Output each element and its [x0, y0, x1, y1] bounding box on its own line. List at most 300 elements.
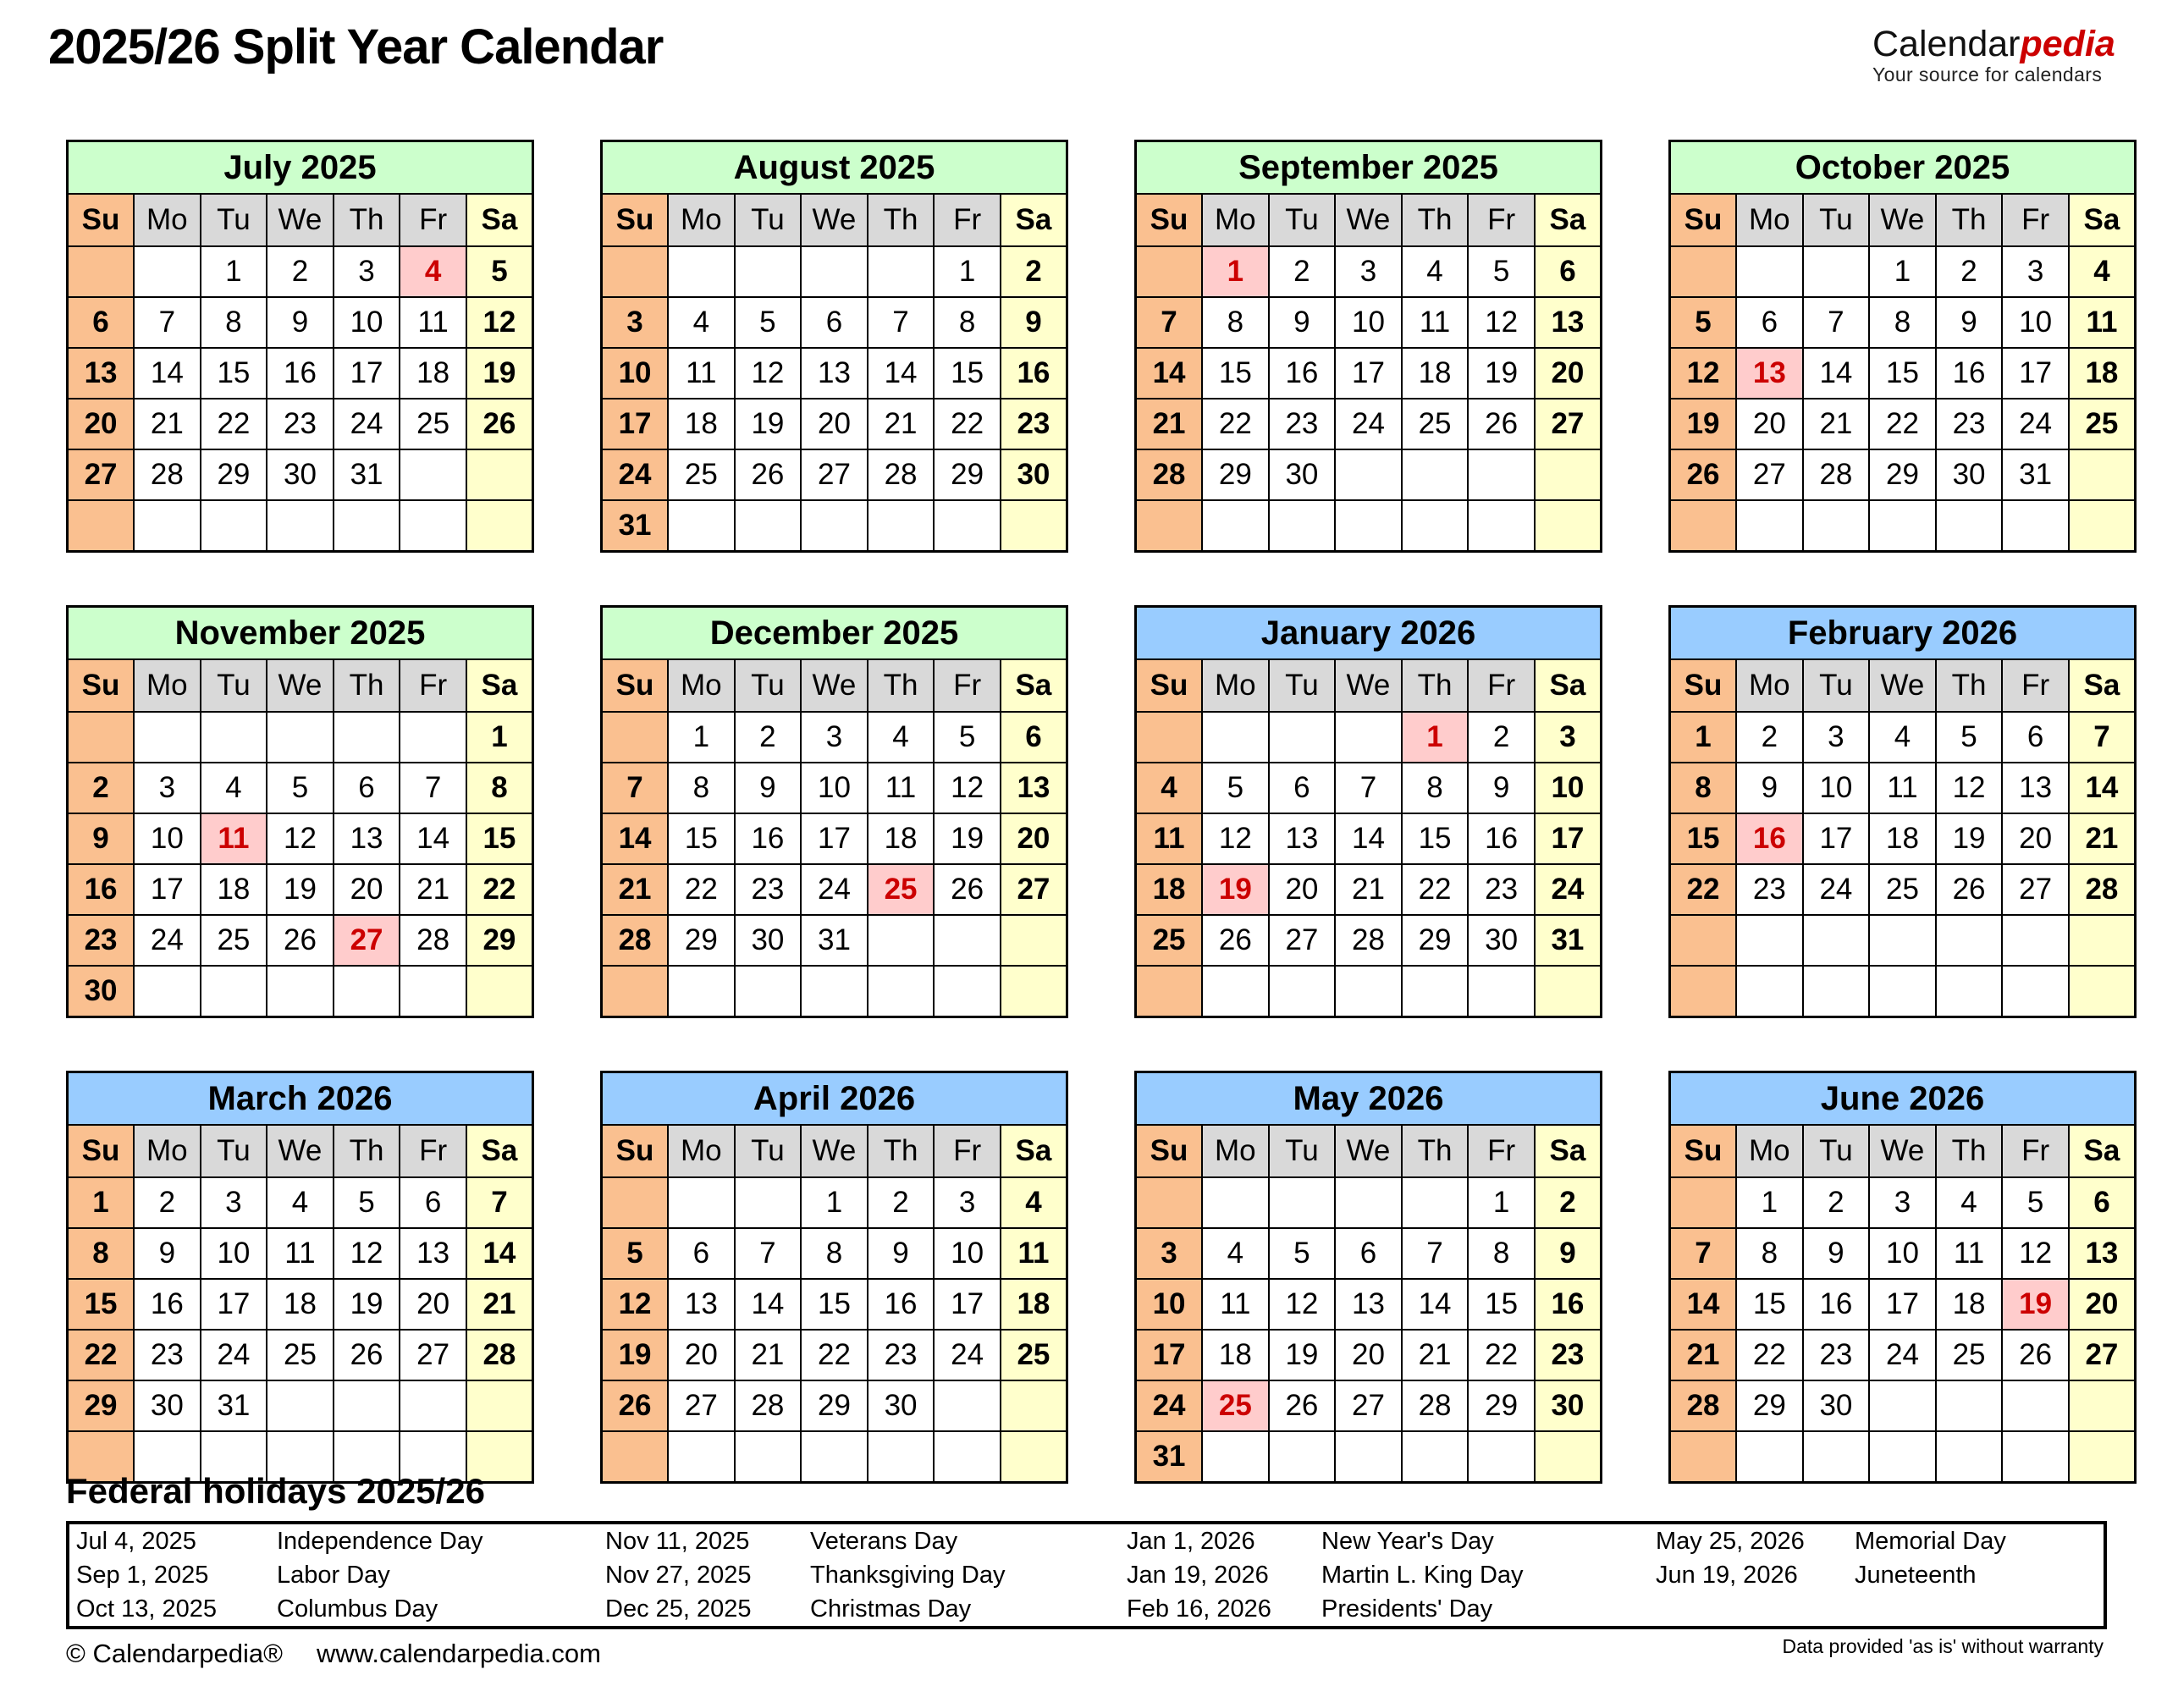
day-cell-may-2026-20: 20	[1335, 1330, 1402, 1380]
empty-day-cell	[1269, 966, 1336, 1017]
weekday-label-sa: Sa	[466, 659, 533, 712]
day-cell-february-2026-11: 11	[1869, 763, 1936, 813]
week-row	[1136, 348, 1602, 399]
day-cell-october-2025-19: 19	[1670, 399, 1737, 449]
day-cell-february-2026-26: 26	[1936, 864, 2003, 915]
month-calendar-february-2026	[1668, 605, 2137, 1018]
day-cell-october-2025-5: 5	[1670, 297, 1737, 348]
week-row	[1670, 813, 2136, 864]
day-cell-april-2026-8: 8	[801, 1228, 868, 1279]
day-cell-august-2025-17: 17	[602, 399, 669, 449]
day-cell-september-2025-6: 6	[1535, 246, 1602, 297]
day-cell-march-2026-6: 6	[400, 1177, 466, 1228]
day-cell-november-2025-20: 20	[334, 864, 400, 915]
day-cell-january-2026-18: 18	[1136, 864, 1203, 915]
empty-day-cell	[334, 500, 400, 552]
weekday-row	[602, 1125, 1067, 1177]
day-cell-july-2025-1: 1	[201, 246, 267, 297]
weekday-label-fr: Fr	[934, 1125, 1001, 1177]
month-title-may-2026: May 2026	[1136, 1072, 1602, 1126]
day-cell-february-2026-21: 21	[2069, 813, 2136, 864]
day-cell-december-2025-13: 13	[1001, 763, 1067, 813]
day-cell-october-2025-25: 25	[2069, 399, 2136, 449]
day-cell-june-2026-20: 20	[2069, 1279, 2136, 1330]
day-cell-february-2026-5: 5	[1936, 712, 2003, 763]
weekday-label-th: Th	[334, 194, 400, 246]
day-cell-february-2026-6: 6	[2002, 712, 2069, 763]
day-cell-september-2025-20: 20	[1535, 348, 1602, 399]
day-cell-june-2026-11: 11	[1936, 1228, 2003, 1279]
month-title-march-2026: March 2026	[68, 1072, 533, 1126]
weekday-label-we: We	[801, 659, 868, 712]
empty-day-cell	[267, 500, 334, 552]
day-cell-july-2025-13: 13	[68, 348, 135, 399]
day-cell-january-2026-31: 31	[1535, 915, 1602, 966]
day-cell-december-2025-10: 10	[801, 763, 868, 813]
empty-day-cell	[1670, 1431, 1737, 1483]
week-row	[1670, 348, 2136, 399]
empty-day-cell	[134, 246, 201, 297]
day-cell-march-2026-27: 27	[400, 1330, 466, 1380]
day-cell-june-2026-16: 16	[1803, 1279, 1870, 1330]
empty-day-cell	[1535, 449, 1602, 500]
day-cell-june-2026-30: 30	[1803, 1380, 1870, 1431]
weekday-label-su: Su	[1670, 659, 1737, 712]
day-cell-october-2025-20: 20	[1736, 399, 1803, 449]
day-cell-march-2026-20: 20	[400, 1279, 466, 1330]
empty-day-cell	[1468, 966, 1535, 1017]
empty-day-cell	[1269, 1431, 1336, 1483]
day-cell-january-2026-7: 7	[1335, 763, 1402, 813]
day-cell-july-2025-19: 19	[466, 348, 533, 399]
empty-day-cell	[2069, 966, 2136, 1017]
day-cell-july-2025-25: 25	[400, 399, 466, 449]
empty-day-cell	[602, 966, 669, 1017]
week-row	[1136, 813, 1602, 864]
month-title-row	[1670, 1072, 2136, 1126]
day-cell-january-2026-16: 16	[1468, 813, 1535, 864]
day-cell-august-2025-11: 11	[668, 348, 735, 399]
day-cell-march-2026-3: 3	[201, 1177, 267, 1228]
empty-day-cell	[1001, 1431, 1067, 1483]
day-cell-january-2026-1: 1	[1402, 712, 1469, 763]
empty-day-cell	[868, 1431, 935, 1483]
day-cell-july-2025-3: 3	[334, 246, 400, 297]
day-cell-august-2025-21: 21	[868, 399, 935, 449]
logo-part-red: pedia	[2020, 24, 2115, 64]
weekday-label-su: Su	[602, 659, 669, 712]
day-cell-october-2025-14: 14	[1803, 348, 1870, 399]
day-cell-february-2026-3: 3	[1803, 712, 1870, 763]
day-cell-november-2025-29: 29	[466, 915, 533, 966]
empty-day-cell	[1736, 966, 1803, 1017]
calendarpedia-logo	[1872, 25, 2115, 85]
day-cell-june-2026-28: 28	[1670, 1380, 1737, 1431]
day-cell-november-2025-8: 8	[466, 763, 533, 813]
day-cell-april-2026-9: 9	[868, 1228, 935, 1279]
day-cell-february-2026-14: 14	[2069, 763, 2136, 813]
weekday-label-mo: Mo	[134, 1125, 201, 1177]
day-cell-november-2025-6: 6	[334, 763, 400, 813]
empty-day-cell	[1335, 449, 1402, 500]
day-cell-november-2025-15: 15	[466, 813, 533, 864]
day-cell-december-2025-2: 2	[735, 712, 802, 763]
month-title-october-2025: October 2025	[1670, 141, 2136, 195]
month-title-september-2025: September 2025	[1136, 141, 1602, 195]
weekday-label-mo: Mo	[1202, 194, 1269, 246]
week-row	[602, 348, 1067, 399]
day-cell-july-2025-30: 30	[267, 449, 334, 500]
empty-day-cell	[466, 966, 533, 1017]
empty-day-cell	[1936, 915, 2003, 966]
weekday-label-fr: Fr	[1468, 194, 1535, 246]
week-row	[1670, 966, 2136, 1017]
empty-day-cell	[466, 449, 533, 500]
day-cell-april-2026-10: 10	[934, 1228, 1001, 1279]
day-cell-april-2026-19: 19	[602, 1330, 669, 1380]
day-cell-january-2026-4: 4	[1136, 763, 1203, 813]
week-row	[1136, 1279, 1602, 1330]
day-cell-march-2026-28: 28	[466, 1330, 533, 1380]
week-row	[602, 449, 1067, 500]
day-cell-september-2025-8: 8	[1202, 297, 1269, 348]
empty-day-cell	[1001, 500, 1067, 552]
empty-day-cell	[1335, 1177, 1402, 1228]
day-cell-december-2025-18: 18	[868, 813, 935, 864]
empty-day-cell	[1869, 1431, 1936, 1483]
day-cell-january-2026-10: 10	[1535, 763, 1602, 813]
day-cell-september-2025-29: 29	[1202, 449, 1269, 500]
week-row	[1670, 1177, 2136, 1228]
day-cell-march-2026-9: 9	[134, 1228, 201, 1279]
weekday-label-mo: Mo	[1736, 194, 1803, 246]
day-cell-march-2026-18: 18	[267, 1279, 334, 1330]
day-cell-may-2026-5: 5	[1269, 1228, 1336, 1279]
day-cell-april-2026-3: 3	[934, 1177, 1001, 1228]
day-cell-may-2026-13: 13	[1335, 1279, 1402, 1330]
weekday-row	[602, 194, 1067, 246]
weekday-label-tu: Tu	[201, 1125, 267, 1177]
empty-day-cell	[668, 246, 735, 297]
month-calendar-december-2025	[600, 605, 1068, 1018]
month-title-row	[1136, 1072, 1602, 1126]
empty-day-cell	[201, 500, 267, 552]
week-row	[68, 966, 533, 1017]
week-row	[68, 1279, 533, 1330]
empty-day-cell	[1535, 966, 1602, 1017]
day-cell-february-2026-7: 7	[2069, 712, 2136, 763]
day-cell-december-2025-1: 1	[668, 712, 735, 763]
day-cell-june-2026-17: 17	[1869, 1279, 1936, 1330]
holiday-date: Sep 1, 2025	[76, 1561, 209, 1589]
day-cell-august-2025-14: 14	[868, 348, 935, 399]
day-cell-july-2025-29: 29	[201, 449, 267, 500]
day-cell-may-2026-11: 11	[1202, 1279, 1269, 1330]
day-cell-february-2026-28: 28	[2069, 864, 2136, 915]
day-cell-october-2025-2: 2	[1936, 246, 2003, 297]
week-row	[68, 763, 533, 813]
day-cell-december-2025-28: 28	[602, 915, 669, 966]
empty-day-cell	[400, 712, 466, 763]
empty-day-cell	[668, 500, 735, 552]
week-row	[68, 1330, 533, 1380]
empty-day-cell	[1001, 1380, 1067, 1431]
empty-day-cell	[2069, 915, 2136, 966]
empty-day-cell	[1803, 915, 1870, 966]
month-calendar-september-2025	[1134, 140, 1602, 553]
week-row	[602, 966, 1067, 1017]
day-cell-november-2025-4: 4	[201, 763, 267, 813]
day-cell-august-2025-15: 15	[934, 348, 1001, 399]
weekday-label-fr: Fr	[400, 194, 466, 246]
empty-day-cell	[400, 966, 466, 1017]
week-row	[1136, 1380, 1602, 1431]
day-cell-july-2025-14: 14	[134, 348, 201, 399]
weekday-label-sa: Sa	[1001, 194, 1067, 246]
weekday-label-fr: Fr	[2002, 659, 2069, 712]
day-cell-september-2025-28: 28	[1136, 449, 1203, 500]
day-cell-november-2025-13: 13	[334, 813, 400, 864]
day-cell-june-2026-29: 29	[1736, 1380, 1803, 1431]
day-cell-june-2026-5: 5	[2002, 1177, 2069, 1228]
week-row	[602, 864, 1067, 915]
week-row	[602, 500, 1067, 552]
day-cell-december-2025-20: 20	[1001, 813, 1067, 864]
day-cell-march-2026-10: 10	[201, 1228, 267, 1279]
month-title-january-2026: January 2026	[1136, 607, 1602, 660]
week-row	[1670, 712, 2136, 763]
week-row	[1670, 1330, 2136, 1380]
day-cell-march-2026-8: 8	[68, 1228, 135, 1279]
empty-day-cell	[68, 246, 135, 297]
holiday-row	[68, 1592, 2105, 1628]
day-cell-july-2025-5: 5	[466, 246, 533, 297]
day-cell-september-2025-19: 19	[1468, 348, 1535, 399]
week-row	[602, 297, 1067, 348]
month-title-row	[1670, 607, 2136, 660]
day-cell-march-2026-22: 22	[68, 1330, 135, 1380]
day-cell-june-2026-2: 2	[1803, 1177, 1870, 1228]
day-cell-july-2025-10: 10	[334, 297, 400, 348]
day-cell-april-2026-28: 28	[735, 1380, 802, 1431]
month-calendar-january-2026	[1134, 605, 1602, 1018]
day-cell-september-2025-10: 10	[1335, 297, 1402, 348]
weekday-label-we: We	[1335, 194, 1402, 246]
empty-day-cell	[1402, 500, 1469, 552]
day-cell-january-2026-24: 24	[1535, 864, 1602, 915]
day-cell-february-2026-4: 4	[1869, 712, 1936, 763]
day-cell-august-2025-13: 13	[801, 348, 868, 399]
holiday-date: May 25, 2026	[1656, 1527, 1805, 1555]
day-cell-february-2026-20: 20	[2002, 813, 2069, 864]
week-row	[602, 1380, 1067, 1431]
weekday-label-fr: Fr	[2002, 1125, 2069, 1177]
weekday-label-su: Su	[1670, 194, 1737, 246]
month-title-june-2026: June 2026	[1670, 1072, 2136, 1126]
day-cell-september-2025-13: 13	[1535, 297, 1602, 348]
day-cell-september-2025-11: 11	[1402, 297, 1469, 348]
day-cell-october-2025-30: 30	[1936, 449, 2003, 500]
day-cell-december-2025-3: 3	[801, 712, 868, 763]
month-title-november-2025: November 2025	[68, 607, 533, 660]
month-title-august-2025: August 2025	[602, 141, 1067, 195]
day-cell-september-2025-15: 15	[1202, 348, 1269, 399]
day-cell-january-2026-25: 25	[1136, 915, 1203, 966]
weekday-label-we: We	[267, 659, 334, 712]
week-row	[1670, 915, 2136, 966]
day-cell-july-2025-28: 28	[134, 449, 201, 500]
weekday-label-su: Su	[68, 1125, 135, 1177]
holiday-date: Jan 1, 2026	[1127, 1527, 1255, 1555]
day-cell-april-2026-23: 23	[868, 1330, 935, 1380]
day-cell-october-2025-12: 12	[1670, 348, 1737, 399]
week-row	[1670, 449, 2136, 500]
day-cell-july-2025-21: 21	[134, 399, 201, 449]
weekday-label-fr: Fr	[2002, 194, 2069, 246]
day-cell-september-2025-27: 27	[1535, 399, 1602, 449]
week-row	[68, 712, 533, 763]
empty-day-cell	[801, 1431, 868, 1483]
day-cell-december-2025-5: 5	[934, 712, 1001, 763]
month-calendar-october-2025	[1668, 140, 2137, 553]
day-cell-october-2025-7: 7	[1803, 297, 1870, 348]
week-row	[1136, 399, 1602, 449]
day-cell-june-2026-4: 4	[1936, 1177, 2003, 1228]
day-cell-september-2025-16: 16	[1269, 348, 1336, 399]
empty-day-cell	[2069, 1431, 2136, 1483]
empty-day-cell	[668, 966, 735, 1017]
day-cell-september-2025-30: 30	[1269, 449, 1336, 500]
weekday-label-fr: Fr	[400, 659, 466, 712]
day-cell-july-2025-4: 4	[400, 246, 466, 297]
day-cell-january-2026-17: 17	[1535, 813, 1602, 864]
empty-day-cell	[1869, 1380, 1936, 1431]
day-cell-december-2025-29: 29	[668, 915, 735, 966]
day-cell-april-2026-18: 18	[1001, 1279, 1067, 1330]
weekday-label-th: Th	[868, 659, 935, 712]
weekday-label-sa: Sa	[1001, 659, 1067, 712]
weekday-label-mo: Mo	[1736, 1125, 1803, 1177]
empty-day-cell	[735, 966, 802, 1017]
empty-day-cell	[934, 966, 1001, 1017]
empty-day-cell	[134, 966, 201, 1017]
week-row	[68, 246, 533, 297]
week-row	[1136, 297, 1602, 348]
weekday-label-mo: Mo	[1736, 659, 1803, 712]
day-cell-march-2026-16: 16	[134, 1279, 201, 1330]
day-cell-january-2026-30: 30	[1468, 915, 1535, 966]
empty-day-cell	[1001, 966, 1067, 1017]
day-cell-december-2025-30: 30	[735, 915, 802, 966]
weekday-row	[1670, 1125, 2136, 1177]
day-cell-april-2026-13: 13	[668, 1279, 735, 1330]
day-cell-may-2026-24: 24	[1136, 1380, 1203, 1431]
day-cell-october-2025-26: 26	[1670, 449, 1737, 500]
week-row	[602, 246, 1067, 297]
empty-day-cell	[602, 1177, 669, 1228]
day-cell-july-2025-27: 27	[68, 449, 135, 500]
empty-day-cell	[934, 915, 1001, 966]
day-cell-february-2026-8: 8	[1670, 763, 1737, 813]
week-row	[602, 1279, 1067, 1330]
day-cell-march-2026-2: 2	[134, 1177, 201, 1228]
week-row	[1670, 399, 2136, 449]
empty-day-cell	[134, 500, 201, 552]
empty-day-cell	[668, 1431, 735, 1483]
empty-day-cell	[1869, 966, 1936, 1017]
empty-day-cell	[868, 966, 935, 1017]
day-cell-february-2026-16: 16	[1736, 813, 1803, 864]
day-cell-may-2026-28: 28	[1402, 1380, 1469, 1431]
day-cell-january-2026-12: 12	[1202, 813, 1269, 864]
week-row	[1670, 1431, 2136, 1483]
week-row	[602, 1177, 1067, 1228]
day-cell-october-2025-10: 10	[2002, 297, 2069, 348]
day-cell-april-2026-12: 12	[602, 1279, 669, 1330]
federal-holidays-table	[66, 1521, 2107, 1629]
day-cell-january-2026-14: 14	[1335, 813, 1402, 864]
day-cell-may-2026-12: 12	[1269, 1279, 1336, 1330]
weekday-label-tu: Tu	[1269, 1125, 1336, 1177]
day-cell-september-2025-21: 21	[1136, 399, 1203, 449]
weekday-row	[1136, 194, 1602, 246]
day-cell-april-2026-1: 1	[801, 1177, 868, 1228]
logo-tagline: Your source for calendars	[1872, 63, 2103, 86]
day-cell-december-2025-8: 8	[668, 763, 735, 813]
day-cell-april-2026-16: 16	[868, 1279, 935, 1330]
day-cell-november-2025-16: 16	[68, 864, 135, 915]
empty-day-cell	[267, 966, 334, 1017]
empty-day-cell	[1936, 500, 2003, 552]
footer-website: www.calendarpedia.com	[316, 1639, 601, 1668]
empty-day-cell	[1335, 500, 1402, 552]
day-cell-january-2026-5: 5	[1202, 763, 1269, 813]
weekday-row	[1670, 194, 2136, 246]
empty-day-cell	[334, 966, 400, 1017]
holiday-date: Oct 13, 2025	[76, 1595, 218, 1623]
day-cell-november-2025-1: 1	[466, 712, 533, 763]
day-cell-march-2026-17: 17	[201, 1279, 267, 1330]
empty-day-cell	[68, 500, 135, 552]
weekday-label-we: We	[801, 194, 868, 246]
day-cell-april-2026-4: 4	[1001, 1177, 1067, 1228]
empty-day-cell	[2069, 1380, 2136, 1431]
weekday-row	[602, 659, 1067, 712]
weekday-label-tu: Tu	[201, 659, 267, 712]
week-row	[1670, 500, 2136, 552]
day-cell-january-2026-29: 29	[1402, 915, 1469, 966]
day-cell-january-2026-9: 9	[1468, 763, 1535, 813]
day-cell-february-2026-1: 1	[1670, 712, 1737, 763]
week-row	[1136, 1431, 1602, 1483]
month-title-row	[68, 1072, 533, 1126]
weekday-label-we: We	[267, 194, 334, 246]
day-cell-december-2025-9: 9	[735, 763, 802, 813]
day-cell-october-2025-21: 21	[1803, 399, 1870, 449]
holiday-date: Dec 25, 2025	[605, 1595, 752, 1623]
empty-day-cell	[1803, 500, 1870, 552]
day-cell-may-2026-26: 26	[1269, 1380, 1336, 1431]
day-cell-july-2025-7: 7	[134, 297, 201, 348]
day-cell-february-2026-24: 24	[1803, 864, 1870, 915]
week-row	[1670, 1380, 2136, 1431]
day-cell-april-2026-22: 22	[801, 1330, 868, 1380]
weekday-label-mo: Mo	[134, 659, 201, 712]
weekday-label-th: Th	[1936, 194, 2003, 246]
day-cell-april-2026-27: 27	[668, 1380, 735, 1431]
empty-day-cell	[1468, 1431, 1535, 1483]
day-cell-may-2026-14: 14	[1402, 1279, 1469, 1330]
